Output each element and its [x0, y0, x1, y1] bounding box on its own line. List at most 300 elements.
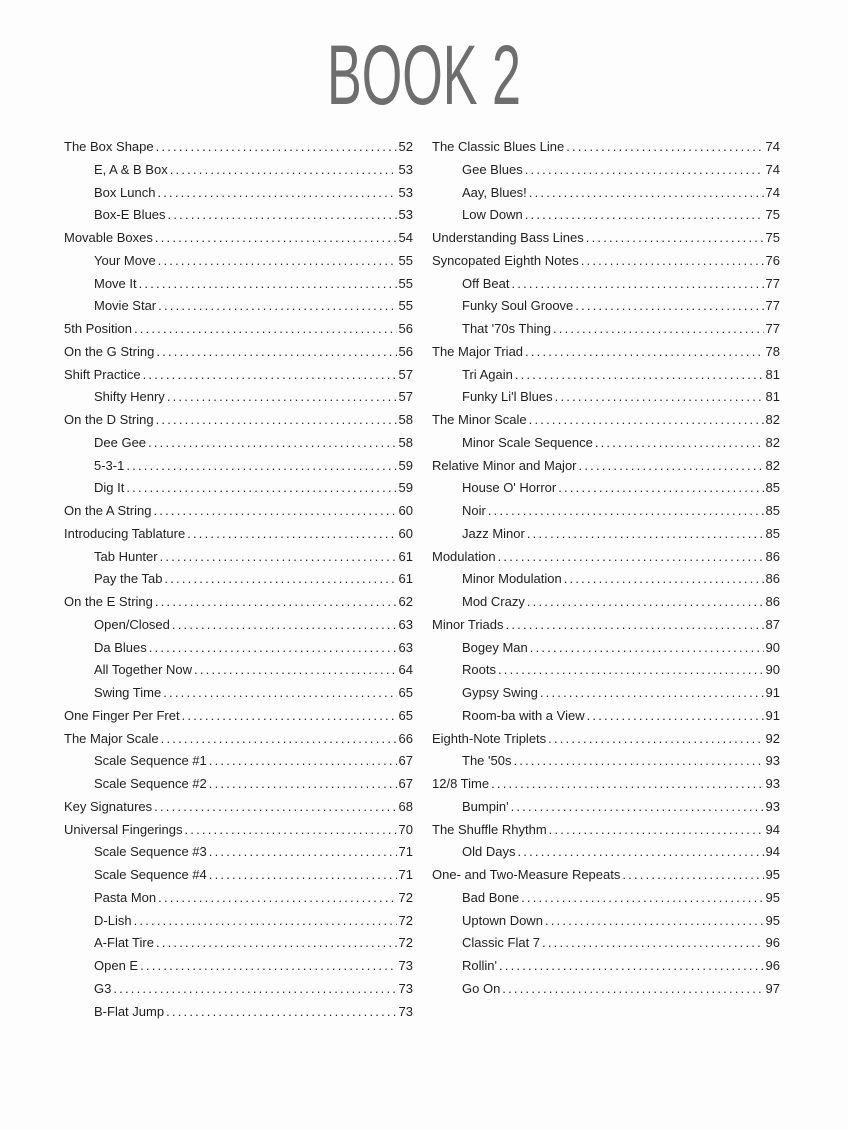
toc-entry-title: On the D String [64, 412, 154, 427]
toc-entry [432, 455, 780, 478]
toc-entry-title: Jazz Minor [462, 525, 525, 541]
dot-leader [139, 273, 397, 296]
toc-entry-title: The '50s [462, 753, 512, 769]
dot-leader [158, 250, 397, 273]
dot-leader [156, 341, 396, 364]
toc-page-number: 74 [765, 161, 780, 177]
toc-page-number: 68 [398, 798, 413, 814]
toc-entry-title: One Finger Per Fret [64, 707, 180, 723]
dot-leader [517, 841, 763, 864]
toc-page-number: 73 [398, 980, 413, 996]
toc-entry-title: Funky Li'l Blues [462, 389, 553, 405]
toc-entry-title: Understanding Bass Lines [432, 230, 584, 245]
toc-page-number: 81 [765, 389, 780, 405]
toc-page-number: 63 [398, 616, 413, 632]
dot-leader [502, 978, 763, 1001]
toc-page-number: 85 [765, 503, 780, 518]
toc-entry-title: D-Lish [94, 912, 132, 928]
toc-subentry [432, 591, 780, 614]
toc-entry-title: Pasta Mon [94, 889, 157, 905]
toc-page-number: 55 [398, 252, 413, 268]
toc-page-number: 67 [398, 753, 413, 769]
toc-subentry [432, 273, 780, 296]
dot-leader [185, 819, 397, 842]
toc-page-number: 62 [398, 594, 413, 609]
toc-subentry [432, 477, 780, 500]
toc-entry-title: On the E String [64, 594, 153, 609]
toc-subentry [64, 932, 413, 955]
toc-entry-title: Key Signatures [64, 798, 153, 814]
toc-entry-title: Low Down [462, 207, 523, 223]
dot-leader [209, 750, 397, 773]
toc-page-number: 82 [765, 457, 780, 473]
toc-subentry [64, 773, 413, 796]
dot-leader [527, 591, 764, 614]
toc-page-number: 70 [398, 821, 413, 837]
toc-page-number: 71 [398, 844, 413, 860]
toc-page-number: 75 [765, 207, 780, 223]
toc-entry-title: Old Days [462, 844, 516, 860]
toc-subentry [432, 705, 780, 728]
dot-leader [160, 546, 397, 569]
toc-entry [432, 546, 780, 569]
toc-page-number: 86 [765, 594, 780, 609]
dot-leader [164, 568, 396, 591]
toc-entry-title: G3 [94, 980, 112, 996]
toc-subentry [432, 978, 780, 1001]
toc-entry-title: Movie Star [94, 298, 157, 314]
toc-entry [64, 136, 413, 159]
toc-entry [64, 318, 413, 341]
toc-entry-title: Pay the Tab [94, 571, 163, 587]
toc-subentry [64, 1001, 413, 1024]
toc-entry-title: Dee Gee [94, 434, 147, 450]
toc-subentry [64, 250, 413, 273]
dot-leader [166, 1001, 396, 1024]
toc-entry-title: Universal Fingerings [64, 821, 183, 837]
toc-entry-title: Minor Triads [432, 616, 504, 632]
dot-leader [134, 910, 397, 933]
dot-leader [491, 773, 763, 796]
toc-subentry [64, 182, 413, 205]
toc-entry-title: Funky Soul Groove [462, 298, 574, 314]
toc-entry-title: The Minor Scale [432, 412, 527, 427]
toc-subentry [64, 386, 413, 409]
toc-entry [432, 250, 780, 273]
toc-subentry [432, 750, 780, 773]
toc-entry-title: 5-3-1 [94, 457, 125, 473]
dot-leader [595, 432, 764, 455]
dot-leader [586, 227, 764, 250]
toc-entry-title: Bad Bone [462, 889, 520, 905]
toc-page-number: 74 [765, 184, 780, 200]
toc-entry-title: Relative Minor and Major [432, 457, 577, 473]
toc-entry [432, 614, 780, 637]
toc-subentry [64, 864, 413, 887]
dot-leader [158, 295, 396, 318]
dot-leader [548, 728, 763, 751]
dot-leader [155, 227, 397, 250]
toc-entry-title: E, A & B Box [94, 161, 168, 177]
toc-page-number: 71 [398, 867, 413, 882]
dot-leader [515, 364, 764, 387]
toc-page-number: 64 [398, 662, 413, 678]
dot-leader [170, 159, 397, 182]
toc-page-number: 65 [398, 707, 413, 723]
toc-page-number: 93 [765, 798, 780, 814]
toc-entry-title: Shift Practice [64, 366, 141, 382]
dot-leader [194, 659, 396, 682]
toc-subentry [64, 455, 413, 478]
dot-leader [167, 386, 397, 409]
dot-leader [113, 978, 396, 1001]
toc-entry-title: A-Flat Tire [94, 935, 154, 951]
dot-leader [525, 159, 764, 182]
toc-page-number: 78 [765, 343, 780, 359]
toc-entry [64, 523, 413, 546]
dot-leader [499, 955, 764, 978]
toc-page-number: 97 [765, 980, 780, 996]
toc-entry-title: Eighth-Note Triplets [432, 730, 547, 746]
toc-page-number: 76 [765, 252, 780, 268]
dot-leader [172, 614, 397, 637]
toc-entry [432, 409, 780, 432]
toc-entry-title: Modulation [432, 548, 496, 564]
toc-subentry [64, 546, 413, 569]
dot-leader [540, 682, 764, 705]
dot-leader [511, 796, 764, 819]
toc-page-number: 93 [765, 776, 780, 791]
toc-page-number: 77 [765, 298, 780, 314]
toc-entry [64, 591, 413, 614]
toc-page-number: 54 [398, 230, 413, 245]
dot-leader [488, 500, 764, 523]
toc-entry-title: Noir [462, 503, 486, 518]
toc-subentry [432, 932, 780, 955]
dot-leader [156, 409, 397, 432]
toc-page-number: 90 [765, 662, 780, 678]
toc-entry-title: B-Flat Jump [94, 1003, 165, 1019]
toc-page-number: 61 [398, 548, 413, 564]
dot-leader [525, 204, 764, 227]
toc-entry-title: The Major Scale [64, 730, 159, 746]
toc-page-number: 77 [765, 275, 780, 291]
toc-entry-title: 5th Position [64, 321, 132, 336]
toc-page-number: 57 [398, 389, 413, 405]
toc-page-number: 59 [398, 480, 413, 496]
dot-leader [126, 477, 396, 500]
toc-page-number: 85 [765, 480, 780, 496]
toc-page-number: 96 [765, 935, 780, 951]
toc-entry-title: On the A String [64, 503, 152, 518]
toc-subentry [432, 659, 780, 682]
toc-page-number: 72 [398, 935, 413, 951]
toc-entry-title: 12/8 Time [432, 776, 490, 791]
toc-page-number: 58 [398, 412, 413, 427]
dot-leader [209, 773, 397, 796]
dot-leader [558, 477, 763, 500]
toc-entry-title: Go On [462, 980, 501, 996]
toc-subentry [432, 364, 780, 387]
toc-subentry [64, 432, 413, 455]
toc-page-number: 87 [765, 616, 780, 632]
toc-subentry [432, 841, 780, 864]
toc-subentry [64, 750, 413, 773]
dot-leader [564, 568, 764, 591]
toc-entry-title: Open/Closed [94, 616, 170, 632]
toc-entry-title: Classic Flat 7 [462, 935, 541, 951]
toc-page-number: 73 [398, 1003, 413, 1019]
toc-subentry [432, 386, 780, 409]
toc-entry-title: Uptown Down [462, 912, 543, 928]
toc-subentry [432, 637, 780, 660]
toc-entry-title: Off Beat [462, 275, 510, 291]
toc-page-number: 55 [398, 298, 413, 314]
toc-subentry [64, 841, 413, 864]
toc-page-number: 53 [398, 161, 413, 177]
toc-entry-title: Shifty Henry [94, 389, 165, 405]
toc-entry-title: Tab Hunter [94, 548, 158, 564]
toc-subentry [432, 204, 780, 227]
toc-page-number: 77 [765, 321, 780, 336]
toc-page-number: 52 [398, 139, 413, 154]
dot-leader [140, 955, 396, 978]
dot-leader [575, 295, 763, 318]
toc-entry-title: Da Blues [94, 639, 147, 655]
toc-entry-title: Tri Again [462, 366, 513, 382]
dot-leader [148, 432, 396, 455]
toc-page-number: 95 [765, 889, 780, 905]
toc-subentry [432, 318, 780, 341]
toc-page-number: 92 [765, 730, 780, 746]
dot-leader [149, 637, 397, 660]
dot-leader [161, 728, 397, 751]
dot-leader [498, 546, 764, 569]
dot-leader [143, 364, 397, 387]
toc-page-number: 60 [398, 503, 413, 518]
toc-subentry [64, 295, 413, 318]
toc-subentry [432, 523, 780, 546]
dot-leader [155, 591, 397, 614]
toc-entry-title: Introducing Tablature [64, 525, 186, 541]
toc-page-number: 95 [765, 912, 780, 928]
toc-page-number: 56 [398, 321, 413, 336]
toc-entry-title: Minor Scale Sequence [462, 434, 593, 450]
toc-entry-title: The Shuffle Rhythm [432, 821, 547, 837]
dot-leader [158, 887, 396, 910]
toc-entry-title: Box-E Blues [94, 207, 166, 223]
toc-entry [432, 773, 780, 796]
toc-entry-title: Room-ba with a View [462, 707, 585, 723]
toc-subentry [64, 204, 413, 227]
toc-subentry [432, 159, 780, 182]
dot-leader [555, 386, 764, 409]
dot-leader [530, 637, 764, 660]
toc-subentry [432, 796, 780, 819]
dot-leader [157, 182, 396, 205]
toc-page-number: 75 [765, 230, 780, 245]
toc-entry [432, 227, 780, 250]
toc-entry-title: Aay, Blues! [462, 184, 527, 200]
toc-entry-title: Roots [462, 662, 496, 678]
dot-leader [579, 455, 764, 478]
toc-entry-title: Rollin' [462, 958, 497, 973]
toc-subentry [64, 659, 413, 682]
toc-entry-title: Bumpin' [462, 798, 509, 814]
toc-entry [432, 728, 780, 751]
dot-leader [566, 136, 763, 159]
dot-leader [581, 250, 764, 273]
toc-subentry [64, 159, 413, 182]
dot-leader [553, 318, 764, 341]
toc-subentry [64, 978, 413, 1001]
toc-page-number: 85 [765, 525, 780, 541]
toc-entry [64, 705, 413, 728]
toc-page-number: 53 [398, 184, 413, 200]
dot-leader [622, 864, 763, 887]
toc-entry [64, 364, 413, 387]
toc-entry [64, 500, 413, 523]
toc-subentry [64, 955, 413, 978]
dot-leader [156, 136, 397, 159]
toc-page-number: 72 [398, 889, 413, 905]
toc-subentry [64, 637, 413, 660]
toc-entry [432, 136, 780, 159]
toc-left-column [64, 136, 413, 1023]
dot-leader [168, 204, 397, 227]
dot-leader [549, 819, 764, 842]
page-title: BOOK 2 [327, 28, 521, 122]
toc-subentry [432, 910, 780, 933]
toc-page-number: 59 [398, 457, 413, 473]
toc-entry-title: Your Move [94, 252, 156, 268]
toc-page-number: 73 [398, 958, 413, 973]
toc-entry [432, 341, 780, 364]
toc-entry-title: That '70s Thing [462, 321, 551, 336]
toc-page-number: 63 [398, 639, 413, 655]
toc-entry-title: The Classic Blues Line [432, 139, 565, 154]
toc-subentry [64, 910, 413, 933]
toc-subentry [64, 273, 413, 296]
toc-entry [64, 409, 413, 432]
toc-entry [64, 819, 413, 842]
toc-entry-title: Movable Boxes [64, 230, 153, 245]
toc-page-number: 90 [765, 639, 780, 655]
toc-entry [432, 864, 780, 887]
toc-entry [432, 819, 780, 842]
toc-page-number: 58 [398, 434, 413, 450]
toc-subentry [64, 477, 413, 500]
dot-leader [163, 682, 396, 705]
toc-page-number: 65 [398, 685, 413, 700]
dot-leader [513, 750, 763, 773]
toc-entry-title: Scale Sequence #2 [94, 776, 207, 791]
dot-leader [187, 523, 396, 546]
toc-entry-title: Bogey Man [462, 639, 528, 655]
toc-page-number: 66 [398, 730, 413, 746]
toc-entry-title: Gypsy Swing [462, 685, 538, 700]
dot-leader [498, 659, 764, 682]
toc-entry-title: Scale Sequence #1 [94, 753, 207, 769]
dot-leader [209, 864, 397, 887]
dot-leader [587, 705, 764, 728]
toc-page-number: 55 [398, 275, 413, 291]
toc-entry-title: Syncopated Eighth Notes [432, 252, 579, 268]
toc-subentry [432, 295, 780, 318]
toc-subentry [64, 614, 413, 637]
toc-page-number: 57 [398, 366, 413, 382]
toc-page-number: 72 [398, 912, 413, 928]
toc-page-number: 96 [765, 958, 780, 973]
toc-page-number: 67 [398, 776, 413, 791]
toc-subentry [64, 682, 413, 705]
toc-subentry [432, 500, 780, 523]
toc-entry [64, 341, 413, 364]
dot-leader [527, 523, 764, 546]
toc-page-number: 81 [765, 366, 780, 382]
dot-leader [529, 182, 764, 205]
dot-leader [525, 341, 763, 364]
toc-entry-title: Open E [94, 958, 139, 973]
dot-leader [153, 500, 396, 523]
dot-leader [126, 455, 396, 478]
toc-page-number: 91 [765, 685, 780, 700]
dot-leader [506, 614, 764, 637]
toc-entry-title: Box Lunch [94, 184, 156, 200]
toc-subentry [64, 887, 413, 910]
dot-leader [134, 318, 397, 341]
toc-entry-title: The Major Triad [432, 343, 524, 359]
dot-leader [182, 705, 397, 728]
toc-entry-title: Swing Time [94, 685, 162, 700]
dot-leader [511, 273, 763, 296]
toc-entry [64, 728, 413, 751]
toc-page-number: 86 [765, 548, 780, 564]
toc-subentry [432, 432, 780, 455]
toc-subentry [432, 682, 780, 705]
toc-page-number: 53 [398, 207, 413, 223]
toc-entry-title: All Together Now [94, 662, 193, 678]
dot-leader [154, 796, 396, 819]
dot-leader [529, 409, 764, 432]
dot-leader [209, 841, 397, 864]
toc-page-number: 86 [765, 571, 780, 587]
toc-entry [64, 796, 413, 819]
toc-entry-title: On the G String [64, 343, 155, 359]
toc-entry-title: Move It [94, 275, 137, 291]
toc-page-number: 56 [398, 343, 413, 359]
toc-page-number: 82 [765, 434, 780, 450]
toc-subentry [432, 568, 780, 591]
toc-entry-title: The Box Shape [64, 139, 154, 154]
toc-page-number: 61 [398, 571, 413, 587]
toc-subentry [432, 955, 780, 978]
toc-entry [64, 227, 413, 250]
toc-entry-title: Minor Modulation [462, 571, 562, 587]
toc-subentry [432, 182, 780, 205]
toc-page-number: 94 [765, 844, 780, 860]
toc-entry-title: House O' Horror [462, 480, 557, 496]
toc-page-number: 91 [765, 707, 780, 723]
toc-page-number: 60 [398, 525, 413, 541]
dot-leader [545, 910, 764, 933]
dot-leader [156, 932, 397, 955]
toc-entry-title: Scale Sequence #4 [94, 867, 207, 882]
toc-page-number: 93 [765, 753, 780, 769]
toc-page-number: 94 [765, 821, 780, 837]
toc-entry-title: Dig It [94, 480, 125, 496]
toc-subentry [64, 568, 413, 591]
